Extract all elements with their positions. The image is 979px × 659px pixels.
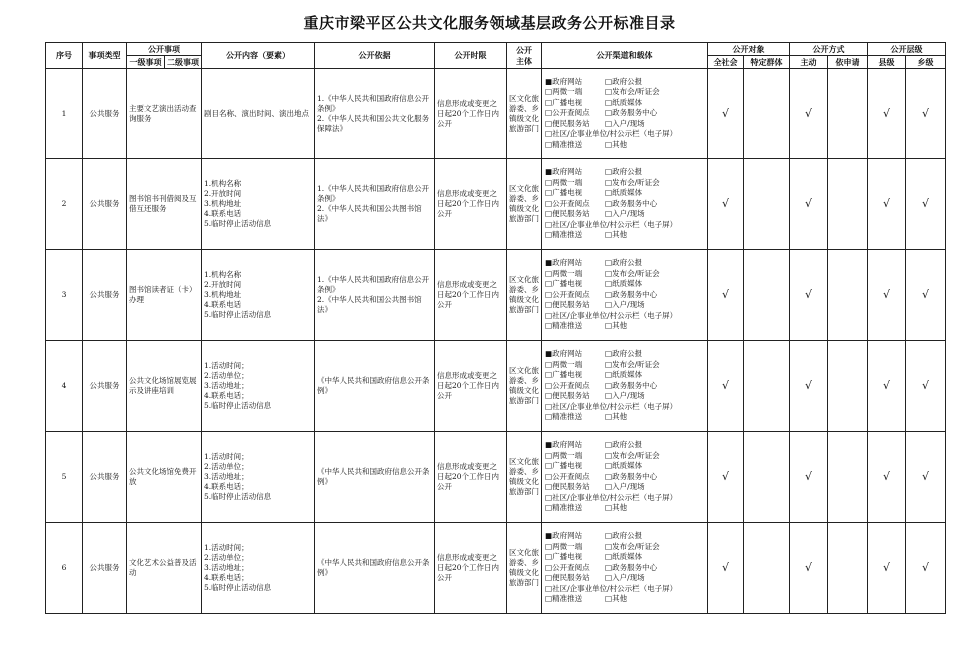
check-mode-apply	[828, 69, 868, 159]
channel-row	[545, 573, 705, 584]
header-seq: 序号	[46, 43, 83, 69]
content-line: 1.活动时间；	[204, 361, 249, 370]
header-target: 公开对象	[708, 43, 790, 56]
content-line: 3.机构地址	[204, 199, 242, 208]
content-line: 2.活动单位；	[204, 462, 249, 471]
check-target-specific	[744, 69, 790, 159]
channel-option: □便民服务站	[545, 300, 590, 310]
check-mode-active: √	[790, 432, 828, 523]
channel-option: □广播电视	[545, 552, 583, 562]
table-row	[46, 159, 946, 250]
channel-option: □政府公报	[605, 167, 643, 177]
channel-row	[545, 230, 705, 241]
content-line: 1.活动时间；	[204, 543, 249, 552]
content-line: 2.开放时间	[204, 189, 242, 198]
channel-row	[545, 167, 705, 178]
channel-option: □便民服务站	[545, 118, 590, 128]
row-basis	[315, 250, 435, 341]
row-time: 信息形成或变更之日起20个工作日内公开	[435, 432, 507, 523]
header-basis: 公开依据	[315, 43, 435, 69]
row-subject: 区文化旅游委、乡镇级文化旅游部门	[507, 432, 542, 523]
basis-line: 1.《中华人民共和国政府信息公开条例》	[317, 93, 430, 113]
channel-option: □精准推送	[545, 594, 583, 604]
channel-row	[545, 391, 705, 402]
channel-row	[545, 188, 705, 199]
header-level1: 一级事项	[127, 56, 165, 69]
check-target-all: √	[708, 523, 744, 614]
channel-option: ■政府网站	[545, 258, 583, 268]
header-content: 公开内容（要素）	[202, 43, 315, 69]
basis-line: 1.《中华人民共和国政府信息公开条例》	[317, 275, 430, 294]
channel-option: □两微一端	[545, 359, 583, 369]
check-target-all: √	[708, 341, 744, 432]
row-seq: 4	[46, 341, 83, 432]
channel-option: □精准推送	[545, 503, 583, 513]
channel-option: ■政府网站	[545, 440, 583, 450]
row-subject: 区文化旅游委、乡镇级文化旅游部门	[507, 523, 542, 614]
content-line: 剧目名称、演出时间、演出地点	[204, 108, 309, 118]
channel-option: □其他	[605, 139, 628, 149]
channel-option: □两微一端	[545, 268, 583, 278]
channel-option: □政务服务中心	[605, 289, 658, 299]
check-target-all: √	[708, 432, 744, 523]
row-category: 公共服务	[83, 159, 127, 250]
channel-option: □政务服务中心	[605, 471, 658, 481]
table-row	[46, 341, 946, 432]
channel-row	[545, 563, 705, 574]
channel-row	[545, 482, 705, 493]
channel-row	[545, 279, 705, 290]
check-level-township: √	[906, 69, 946, 159]
channel-row	[545, 412, 705, 423]
channel-option: □社区/企事业单位/村公示栏（电子屏）	[545, 401, 678, 411]
channel-option: □社区/企事业单位/村公示栏（电子屏）	[545, 583, 678, 593]
channel-option: □发布会/听证会	[605, 87, 660, 97]
row-basis	[315, 432, 435, 523]
check-level-township: √	[906, 432, 946, 523]
channel-row	[545, 290, 705, 301]
check-target-all: √	[708, 159, 744, 250]
row-item: 公共文化场馆免费开放	[127, 432, 202, 523]
channel-option: □广播电视	[545, 279, 583, 289]
row-item: 文化艺术公益普及活动	[127, 523, 202, 614]
check-level-township: √	[906, 159, 946, 250]
header-channels: 公开渠道和载体	[542, 43, 708, 69]
check-level-county: √	[868, 250, 906, 341]
channel-row	[545, 119, 705, 130]
channel-option: ■政府网站	[545, 531, 583, 541]
check-mode-apply	[828, 250, 868, 341]
channel-option: □政府公报	[605, 440, 643, 450]
check-mode-active: √	[790, 341, 828, 432]
content-line: 1.活动时间；	[204, 452, 249, 461]
content-line: 3.机构地址	[204, 290, 242, 299]
channel-option: □纸质媒体	[605, 188, 643, 198]
check-mode-active: √	[790, 523, 828, 614]
channel-option: □其他	[605, 503, 628, 513]
channel-row	[545, 370, 705, 381]
header-level-township: 乡级	[906, 56, 946, 69]
channel-row	[545, 178, 705, 189]
channel-row	[545, 461, 705, 472]
row-category: 公共服务	[83, 341, 127, 432]
row-content	[202, 341, 315, 432]
channel-option: □政务服务中心	[605, 562, 658, 572]
channel-option: □发布会/听证会	[605, 541, 660, 551]
channel-option: □便民服务站	[545, 573, 590, 583]
check-target-all: √	[708, 69, 744, 159]
row-channels	[542, 432, 708, 523]
row-subject: 区文化旅游委、乡镇级文化旅游部门	[507, 341, 542, 432]
header-mode-apply: 依申请	[828, 56, 868, 69]
channel-row	[545, 440, 705, 451]
document-title: 重庆市梁平区公共文化服务领域基层政务公开标准目录	[303, 14, 676, 32]
channel-row	[545, 542, 705, 553]
row-subject: 区文化旅游委、乡镇级文化旅游部门	[507, 250, 542, 341]
row-item: 公共文化场馆展览展示及讲座培训	[127, 341, 202, 432]
channel-row	[545, 199, 705, 210]
check-target-specific	[744, 159, 790, 250]
channel-row	[545, 258, 705, 269]
row-content	[202, 69, 315, 159]
row-seq: 6	[46, 523, 83, 614]
check-level-county: √	[868, 432, 906, 523]
channel-row	[545, 472, 705, 483]
check-target-specific	[744, 250, 790, 341]
row-seq: 3	[46, 250, 83, 341]
row-subject: 区文化旅游委、乡镇级文化旅游部门	[507, 69, 542, 159]
channel-option: □社区/企事业单位/村公示栏（电子屏）	[545, 492, 678, 502]
channel-row	[545, 381, 705, 392]
channel-option: □发布会/听证会	[605, 359, 660, 369]
channel-option: □政务服务中心	[605, 198, 658, 208]
channel-option: □广播电视	[545, 97, 583, 107]
header-target-specific: 特定群体	[744, 56, 790, 69]
channel-option: □公开查阅点	[545, 562, 590, 572]
channel-option: □两微一端	[545, 87, 583, 97]
row-time: 信息形成或变更之日起20个工作日内公开	[435, 159, 507, 250]
row-item: 主要文艺演出活动查询服务	[127, 69, 202, 159]
check-target-specific	[744, 341, 790, 432]
row-content	[202, 250, 315, 341]
channel-row	[545, 451, 705, 462]
check-level-township: √	[906, 250, 946, 341]
row-channels	[542, 250, 708, 341]
content-line: 3.活动地址；	[204, 381, 249, 390]
content-line: 4.联系电话；	[204, 573, 249, 582]
channel-option: □精准推送	[545, 230, 583, 240]
catalog-table	[45, 42, 946, 614]
channel-option: □公开查阅点	[545, 471, 590, 481]
content-line: 5.临时停止活动信息	[204, 401, 272, 410]
header-level2: 二级事项	[165, 56, 202, 69]
check-level-county: √	[868, 523, 906, 614]
channel-row	[545, 87, 705, 98]
channel-option: □政务服务中心	[605, 108, 658, 118]
row-time: 信息形成或变更之日起20个工作日内公开	[435, 250, 507, 341]
check-mode-active: √	[790, 69, 828, 159]
check-level-township: √	[906, 523, 946, 614]
channel-option: □发布会/听证会	[605, 177, 660, 187]
table-row	[46, 523, 946, 614]
channel-row	[545, 108, 705, 119]
basis-line: 1.《中华人民共和国政府信息公开条例》	[317, 184, 430, 203]
channel-row	[545, 77, 705, 88]
header-level: 公开层级	[868, 43, 946, 56]
row-item: 图书馆读者证（卡）办理	[127, 250, 202, 341]
header-category: 事项类型	[83, 43, 127, 69]
row-category: 公共服务	[83, 69, 127, 159]
row-category: 公共服务	[83, 432, 127, 523]
channel-option: □两微一端	[545, 177, 583, 187]
channel-row	[545, 269, 705, 280]
basis-line: 《中华人民共和国政府信息公开条例》	[317, 376, 430, 395]
channel-option: □社区/企事业单位/村公示栏（电子屏）	[545, 310, 678, 320]
header-mode-active: 主动	[790, 56, 828, 69]
channel-option: □便民服务站	[545, 391, 590, 401]
channel-option: □精准推送	[545, 321, 583, 331]
basis-line: 2.《中华人民共和国公共图书馆法》	[317, 204, 422, 223]
channel-option: □入户/现场	[605, 482, 645, 492]
content-line: 4.联系电话；	[204, 391, 249, 400]
table-row	[46, 432, 946, 523]
check-mode-active: √	[790, 250, 828, 341]
channel-option: □入户/现场	[605, 209, 645, 219]
channel-option: □社区/企事业单位/村公示栏（电子屏）	[545, 129, 678, 139]
channel-option: □便民服务站	[545, 209, 590, 219]
basis-line: 2.《中华人民共和国公共文化服务保障法》	[317, 113, 430, 133]
header-level-county: 县级	[868, 56, 906, 69]
content-line: 3.活动地址；	[204, 472, 249, 481]
row-seq: 5	[46, 432, 83, 523]
channel-option: □公开查阅点	[545, 289, 590, 299]
check-target-specific	[744, 432, 790, 523]
content-line: 2.开放时间	[204, 280, 242, 289]
channel-option: □精准推送	[545, 139, 583, 149]
channel-option: □公开查阅点	[545, 380, 590, 390]
channel-option: □入户/现场	[605, 391, 645, 401]
row-content	[202, 432, 315, 523]
row-category: 公共服务	[83, 250, 127, 341]
channel-option: □纸质媒体	[605, 461, 643, 471]
channel-option: ■政府网站	[545, 349, 583, 359]
content-line: 4.联系电话	[204, 209, 242, 218]
header-time: 公开时限	[435, 43, 507, 69]
basis-line: 《中华人民共和国政府信息公开条例》	[317, 558, 430, 577]
check-mode-active: √	[790, 159, 828, 250]
channel-option: □政府公报	[605, 76, 643, 86]
channel-option: □发布会/听证会	[605, 268, 660, 278]
basis-line: 《中华人民共和国政府信息公开条例》	[317, 467, 430, 486]
channel-row	[545, 321, 705, 332]
content-line: 4.联系电话；	[204, 482, 249, 491]
content-line: 5.临时停止活动信息	[204, 492, 272, 501]
header-mode: 公开方式	[790, 43, 868, 56]
row-content	[202, 159, 315, 250]
content-line: 2.活动单位；	[204, 371, 249, 380]
content-line: 2.活动单位；	[204, 553, 249, 562]
channel-option: □精准推送	[545, 412, 583, 422]
header-target-all: 全社会	[708, 56, 744, 69]
row-category: 公共服务	[83, 523, 127, 614]
check-mode-apply	[828, 523, 868, 614]
channel-option: □发布会/听证会	[605, 450, 660, 460]
channel-row	[545, 98, 705, 109]
channel-option: □便民服务站	[545, 482, 590, 492]
row-channels	[542, 523, 708, 614]
channel-option: □政府公报	[605, 349, 643, 359]
check-level-township: √	[906, 341, 946, 432]
check-target-all: √	[708, 250, 744, 341]
row-time: 信息形成或变更之日起20个工作日内公开	[435, 341, 507, 432]
check-mode-apply	[828, 432, 868, 523]
channel-option: □其他	[605, 230, 628, 240]
channel-option: □纸质媒体	[605, 552, 643, 562]
row-channels	[542, 341, 708, 432]
row-seq: 2	[46, 159, 83, 250]
check-level-county: √	[868, 69, 906, 159]
header-subject: 公开 主体	[507, 43, 542, 69]
content-line: 5.临时停止活动信息	[204, 219, 272, 228]
row-subject: 区文化旅游委、乡镇级文化旅游部门	[507, 159, 542, 250]
channel-option: □入户/现场	[605, 118, 645, 128]
channel-option: □公开查阅点	[545, 198, 590, 208]
header-items: 公开事项	[127, 43, 202, 56]
table-row	[46, 69, 946, 159]
row-item: 图书馆书刊借阅及互借互还服务	[127, 159, 202, 250]
content-line: 4.联系电话	[204, 300, 242, 309]
check-level-county: √	[868, 159, 906, 250]
content-line: 3.活动地址；	[204, 563, 249, 572]
channel-option: □其他	[605, 321, 628, 331]
channel-option: □纸质媒体	[605, 279, 643, 289]
channel-row	[545, 360, 705, 371]
channel-row	[545, 300, 705, 311]
content-line: 1.机构名称	[204, 270, 242, 279]
check-level-county: √	[868, 341, 906, 432]
channel-option: □广播电视	[545, 370, 583, 380]
channel-option: □入户/现场	[605, 573, 645, 583]
channel-option: □广播电视	[545, 461, 583, 471]
channel-option: □政府公报	[605, 258, 643, 268]
channel-row	[545, 552, 705, 563]
row-basis	[315, 341, 435, 432]
channel-option: □纸质媒体	[605, 97, 643, 107]
basis-line: 2.《中华人民共和国公共图书馆法》	[317, 295, 422, 314]
check-mode-apply	[828, 159, 868, 250]
table-row	[46, 250, 946, 341]
row-channels	[542, 69, 708, 159]
channel-option: ■政府网站	[545, 167, 583, 177]
content-line: 5.临时停止活动信息	[204, 310, 272, 319]
channel-option: ■政府网站	[545, 76, 583, 86]
channel-row	[545, 503, 705, 514]
row-time: 信息形成或变更之日起20个工作日内公开	[435, 523, 507, 614]
channel-option: □社区/企事业单位/村公示栏（电子屏）	[545, 219, 678, 229]
channel-option: □两微一端	[545, 450, 583, 460]
content-line: 1.机构名称	[204, 179, 242, 188]
channel-row	[545, 349, 705, 360]
channel-option: □两微一端	[545, 541, 583, 551]
check-mode-apply	[828, 341, 868, 432]
channel-option: □其他	[605, 594, 628, 604]
row-seq: 1	[46, 69, 83, 159]
channel-option: □公开查阅点	[545, 108, 590, 118]
row-basis	[315, 69, 435, 159]
channel-row	[545, 209, 705, 220]
channel-row	[545, 531, 705, 542]
channel-option: □广播电视	[545, 188, 583, 198]
channel-option: □政府公报	[605, 531, 643, 541]
channel-option: □政务服务中心	[605, 380, 658, 390]
content-line: 5.临时停止活动信息	[204, 583, 272, 592]
check-target-specific	[744, 523, 790, 614]
channel-row	[545, 594, 705, 605]
channel-option: □入户/现场	[605, 300, 645, 310]
row-content	[202, 523, 315, 614]
channel-option: □纸质媒体	[605, 370, 643, 380]
row-basis	[315, 159, 435, 250]
channel-option: □其他	[605, 412, 628, 422]
channel-row	[545, 140, 705, 151]
row-channels	[542, 159, 708, 250]
row-basis	[315, 523, 435, 614]
row-time: 信息形成或变更之日起20个工作日内公开	[435, 69, 507, 159]
